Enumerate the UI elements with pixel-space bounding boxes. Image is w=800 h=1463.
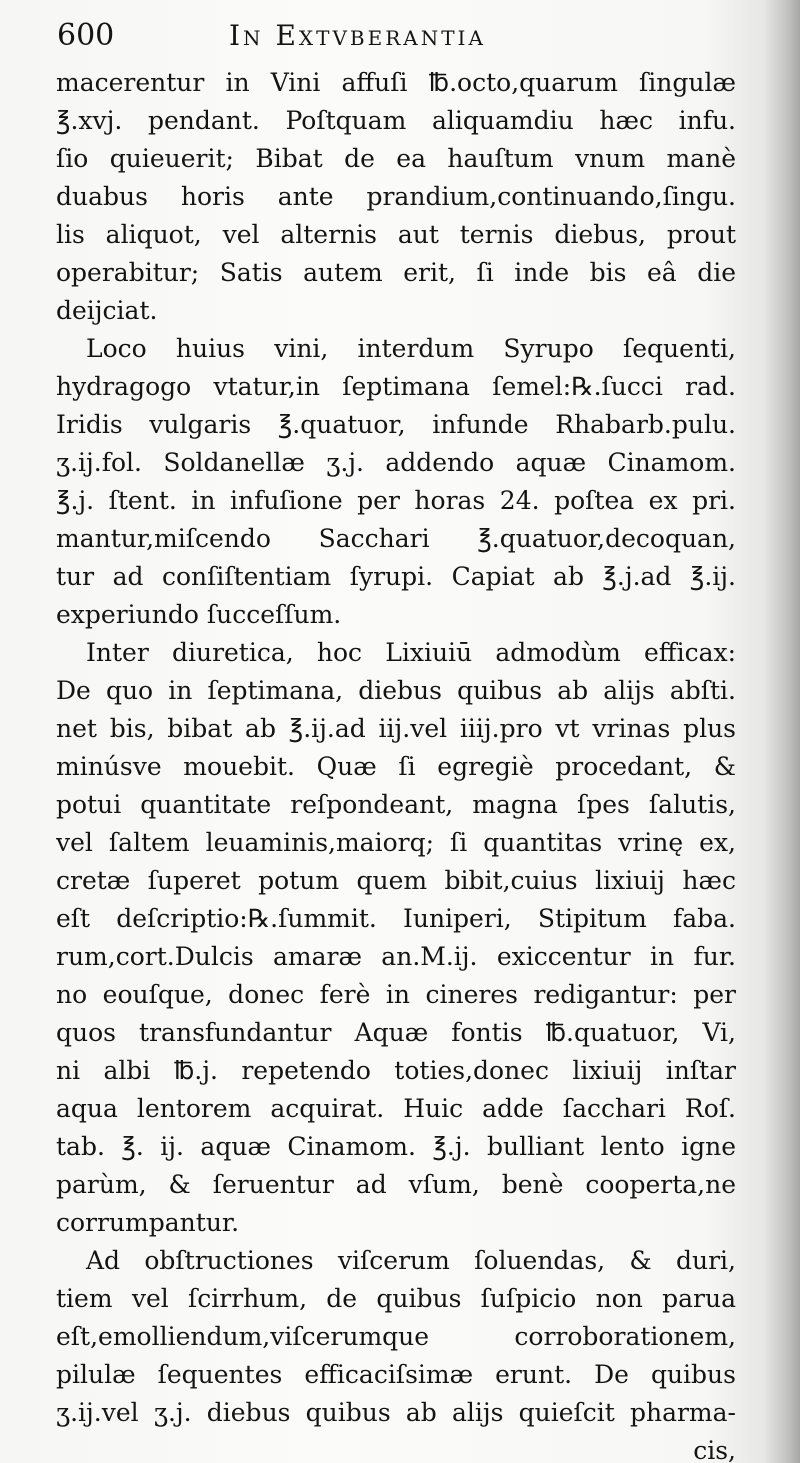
text-line: Loco huius vini, interdum Syrupo ſequenti, bbox=[86, 334, 736, 363]
running-head: In Extvberantia bbox=[229, 19, 486, 52]
text-line: pilulæ ſequentes efficaciſsimæ erunt. De quibus bbox=[56, 1360, 736, 1389]
text-line: ʒ.ij.vel ʒ.j. diebus quibus ab alijs quieſcit pharma- bbox=[56, 1398, 736, 1427]
text-line: ſio quieuerit; Bibat de ea hauſtum vnum manè bbox=[56, 144, 736, 173]
text-line: eſt deſcriptio:℞.ſummit. Iuniperi, Stipitum faba. bbox=[56, 904, 736, 933]
text-line: no eouſque, donec ferè in cineres redigantur: per bbox=[56, 980, 736, 1009]
text-line: cretæ ſuperet potum quem bibit,cuius lixiuij hæc bbox=[56, 866, 736, 895]
text-line: deijciat. bbox=[56, 296, 158, 325]
text-line: ℥.j. ſtent. in infuſione per horas 24. poſtea ex pri. bbox=[56, 486, 736, 515]
text-line: ni albi ℔.j. repetendo toties,donec lixiuij inſtar bbox=[56, 1056, 736, 1085]
body-text bbox=[56, 64, 736, 1463]
text-line: ʒ.ij.fol. Soldanellæ ʒ.j. addendo aquæ Cinamom. bbox=[56, 448, 736, 477]
text-line: Inter diuretica, hoc Lixiuiū admodùm efficax: bbox=[86, 638, 736, 667]
text-line: macerentur in Vini affuſi ℔.octo,quarum ſingulæ bbox=[56, 68, 736, 97]
text-line: hydragogo vtatur,in ſeptimana ſemel:℞.ſucci rad. bbox=[56, 372, 736, 401]
text-line: duabus horis ante prandium,continuando,ſingu. bbox=[56, 182, 736, 211]
text-line: net bis, bibat ab ℥.ij.ad iij.vel iiij.pro vt vrinas plus bbox=[56, 714, 736, 743]
text-line: tur ad conſiſtentiam ſyrupi. Capiat ab ℥.j.ad ℥.ij. bbox=[56, 562, 736, 591]
text-line: parùm, & ſeruentur ad vſum, benè cooperta,ne bbox=[56, 1170, 736, 1199]
text-line: potui quantitate reſpondeant, magna ſpes ſalutis, bbox=[56, 790, 736, 819]
text-line: tab. ℥. ij. aquæ Cinamom. ℥.j. bulliant lento igne bbox=[56, 1132, 736, 1161]
page-edge-shadow bbox=[764, 0, 800, 1463]
text-line: cis, bbox=[693, 1436, 736, 1463]
text-line: Iridis vulgaris ℥.quatuor, infunde Rhabarb.pulu. bbox=[56, 410, 736, 439]
text-line: lis aliquot, vel alternis aut ternis diebus, prout bbox=[56, 220, 736, 249]
text-line: tiem vel ſcirrhum, de quibus ſuſpicio non parua bbox=[56, 1284, 736, 1313]
text-line: corrumpantur. bbox=[56, 1208, 240, 1237]
text-line: vel ſaltem leuaminis,maiorq; ſi quantitas vrinę ex, bbox=[56, 828, 736, 857]
text-line: eſt,emolliendum,viſcerumque corroborationem, bbox=[56, 1322, 736, 1351]
text-line: mantur,miſcendo Sacchari ℥.quatuor,decoquan, bbox=[56, 524, 736, 553]
page-header bbox=[57, 16, 737, 56]
text-line: De quo in ſeptimana, diebus quibus ab alijs abſti. bbox=[56, 676, 736, 705]
text-line: rum,cort.Dulcis amaræ an.M.ij. exiccentur in fur. bbox=[56, 942, 736, 971]
text-line: ℥.xvj. pendant. Poſtquam aliquamdiu hæc infu. bbox=[56, 106, 736, 135]
text-line: operabitur; Satis autem erit, ſi inde bis eâ die bbox=[56, 258, 736, 287]
text-line: minúsve mouebit. Quæ ſi egregiè procedant, & bbox=[56, 752, 736, 781]
text-line: quos transfundantur Aquæ fontis ℔.quatuor, Vi, bbox=[56, 1018, 736, 1047]
text-line: Ad obſtructiones viſcerum ſoluendas, & duri, bbox=[86, 1246, 736, 1275]
page-number: 600 bbox=[57, 18, 115, 53]
text-line: experiundo ſucceſſum. bbox=[56, 600, 342, 629]
text-line: aqua lentorem acquirat. Huic adde ſacchari Roſ. bbox=[56, 1094, 736, 1123]
